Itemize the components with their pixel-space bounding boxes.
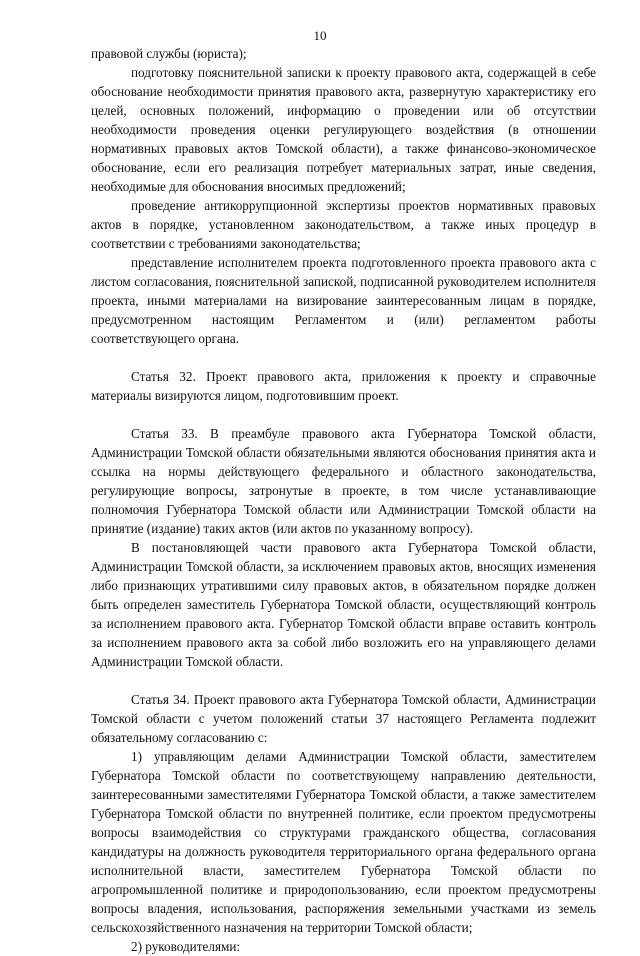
article-34: Статья 34. Проект правового акта Губернатора Томской области, Администрации Томской области с учетом положений статьи 37 настоящего Регламента подлежит обязательному согласованию с: bbox=[91, 692, 596, 745]
document-body bbox=[91, 44, 596, 956]
paragraph-explanatory-note: подготовку пояснительной записки к проекту правового акта, содержащей в себе обоснование необходимости принятия правового акта, развернутую характеристику его целей, основных положений, информацию о проведении или об отсутствии необходимости проведения оценки регулирующего воздействия (в отношении нормативных правовых актов Томской области), а также финансово-экономическое обоснование, если его реализация потребует материальных затрат, иные сведения, необходимые для обоснования вносимых предложений; bbox=[91, 65, 596, 194]
article-34-item-1: 1) управляющим делами Администрации Томской области, заместителем Губернатора Томской области по соответствующему направлению деятельности, заинтересованными заместителями Губернатора Томской области, а также заместителем Губернатора Томской области по внутренней политике, если проектом предусмотрены вопросы взаимодействия со структурами гражданского общества, согласования кандидатуры на должность руководителя территориального органа федерального органа исполнительной власти, заместителем Губернатора Томской области по агропромышленной политике и природопользованию, если проектом предусмотрены вопросы владения, использования, распоряжения земельными участками из земель сельскохозяйственного назначения на территории Томской области; bbox=[91, 749, 596, 935]
paragraph-submission-for-approval: представление исполнителем проекта подготовленного проекта правового акта с листом согласования, пояснительной запиской, подписанной руководителем исполнителя проекта, иными материалами на визирование заинтересованным лицам в порядке, предусмотренном настоящим Регламентом и (или) регламентом работы соответствующего органа. bbox=[91, 255, 596, 346]
article-33-operative-part: В постановляющей части правового акта Губернатора Томской области, Администрации Томской области, за исключением правовых актов, вносящих изменения либо признающих утратившими силу правовых актов, в обязательном порядке должен быть определен заместитель Губернатора Томской области, осуществляющий контроль за исполнением правового акта. Губернатор Томской области вправе оставить контроль за исполнением правового акта за собой либо возложить его на управляющего делами Администрации Томской области. bbox=[91, 540, 596, 669]
paragraph-legal-service-end: правовой службы (юриста); bbox=[91, 46, 247, 61]
page-number: 10 bbox=[313, 28, 327, 43]
article-34-item-2: 2) руководителями: bbox=[131, 939, 241, 954]
article-32: Статья 32. Проект правового акта, приложения к проекту и справочные материалы визируются лицом, подготовившим проект. bbox=[91, 369, 596, 403]
paragraph-anticorruption-expertise: проведение антикоррупционной экспертизы проектов нормативных правовых актов в порядке, установленном законодательством, а также иных процедур в соответствии с требованиями законодательства; bbox=[91, 198, 596, 251]
article-33: Статья 33. В преамбуле правового акта Губернатора Томской области, Администрации Томской области обязательными являются обоснования принятия акта и ссылка на нормы действующего федерального и областного законодательства, регулирующие вопросы, затронутые в проекте, в том числе устанавливающие полномочия Губернатора Томской области или Администрации Томской области на принятие (издание) таких актов (или актов по указанному вопросу). bbox=[91, 426, 596, 536]
